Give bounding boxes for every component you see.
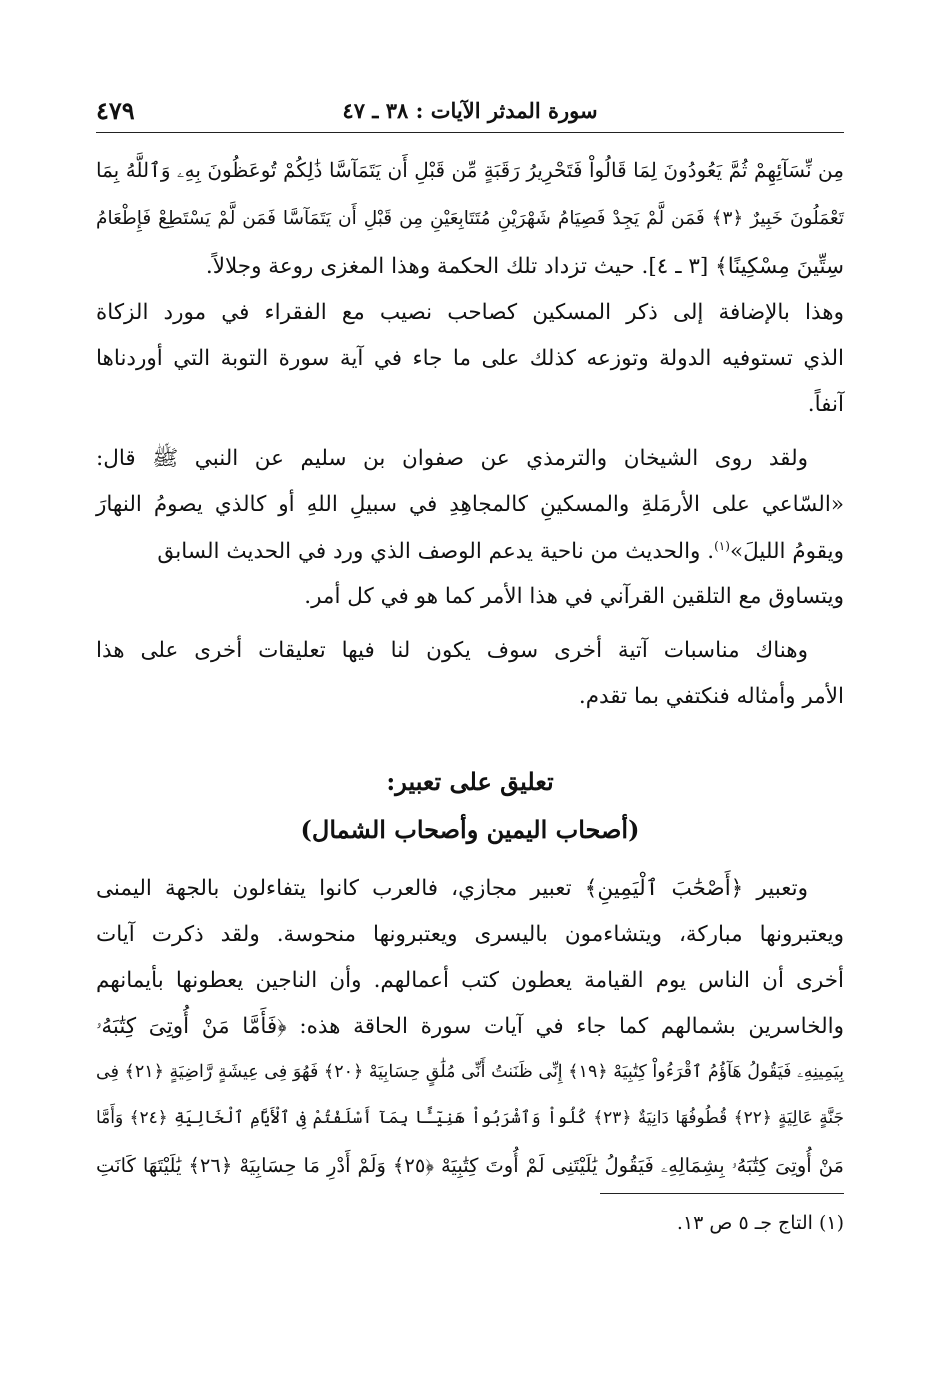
section-heading: تعليق على تعبير: [386, 767, 554, 796]
quran-line-18: جَنَّةٍ عَالِيَةٍ ﴿٢٢﴾ قُطُوفُهَا دَانِيَةٌ ﴿٢٣﴾ كُلُواْ وَٱشْرَبُواْ هَنِيٓـًٔا بِمَآ أَسْلَفْتُمْ فِى ٱلْأَيَّامِ ٱلْخَالِيَةِ ﴿٢٤﴾ وَأَمَّا [96, 1108, 844, 1128]
text-line-13: وتعبير ﴿أَصْحَٰبَ ٱلْيَمِينِ﴾ تعبير مجازي، فالعرب كانوا يتفاءلون بالجهة اليمنى [96, 876, 808, 901]
text-line-8: «السّاعي على الأرمَلةِ والمسكينِ كالمجاهِدِ في سبيلِ اللهِ أو كالذي يصومُ النهارَ [96, 492, 844, 517]
quran-line-17: بِيَمِينِهِۦ فَيَقُولُ هَآؤُمُ ٱقْرَءُواْ كِتَٰبِيَهْ ﴿١٩﴾ إِنِّى ظَنَنتُ أَنِّى مُلَٰقٍ حِسَابِيَهْ ﴿٢٠﴾ فَهُوَ فِى عِيشَةٍ رَّاضِيَةٍ ﴿٢١﴾ فِى [96, 1062, 844, 1082]
text-line-14: ويعتبرونها مباركة، ويتشاءمون باليسرى ويعتبرونها منحوسة. ولقد ذكرت آيات [96, 922, 844, 947]
text-line-10: ويتساوق مع التلقين القرآني في هذا الأمر كما هو في كل أمر. [304, 584, 844, 609]
text-line-4: وهذا بالإضافة إلى ذكر المسكين كصاحب نصيب مع الفقراء في مورد الزكاة [96, 300, 844, 325]
quran-line-1: مِن نِّسَآئِهِمْ ثُمَّ يَعُودُونَ لِمَا قَالُواْ فَتَحْرِيرُ رَقَبَةٍ مِّن قَبْلِ أَن يَتَمَآسَّا ذَٰلِكُمْ تُوعَظُونَ بِهِۦ وَٱللَّهُ بِمَا [96, 158, 844, 182]
section-subheading: (أصحاب اليمين وأصحاب الشمال) [300, 815, 640, 844]
text-line-11: وهناك مناسبات آتية أخرى سوف يكون لنا فيها تعليقات أخرى على هذا [96, 638, 808, 663]
quran-line-2: تَعْمَلُونَ خَبِيرٌ ﴿٣﴾ فَمَن لَّمْ يَجِدْ فَصِيَامُ شَهْرَيْنِ مُتَتَابِعَيْنِ مِن قَبْلِ أَن يَتَمَآسَّا فَمَن لَّمْ يَسْتَطِعْ فَإِطْعَامُ [96, 208, 845, 229]
quran-line-19: مَنْ أُوتِىَ كِتَٰبَهُۥ بِشِمَالِهِۦ فَيَقُولُ يَٰلَيْتَنِى لَمْ أُوتَ كِتَٰبِيَهْ ﴿٢٥﴾ وَلَمْ أَدْرِ مَا حِسَابِيَهْ ﴿٢٦﴾ يَٰلَيْتَهَا كَانَتِ [96, 1154, 844, 1177]
page-title: سورة المدثر الآيات : ٣٨ ـ ٤٧ [342, 98, 598, 123]
text-line-3: سِتِّينَ مِسْكِينًا﴾ [٣ ـ ٤]. حيث تزداد تلك الحكمة وهذا المغزى روعة وجلالاً. [205, 254, 844, 279]
text-line-16: والخاسرين بشمالهم كما جاء في آيات سورة الحاقة هذه: ﴿فَأَمَّا مَنْ أُوتِىَ كِتَٰبَهُۥ [96, 1014, 844, 1039]
text-line-5: الذي تستوفيه الدولة وتوزعه كذلك على ما جاء في آية سورة التوبة التي أوردناها [96, 346, 844, 371]
text-line-12: الأمر وأمثاله فنكتفي بما تقدم. [578, 684, 844, 709]
text-line-9-rest: . والحديث من ناحية يدعم الوصف الذي ورد في الحديث السابق [157, 539, 715, 565]
page-number: ٤٧٩ [96, 96, 135, 125]
text-line-9 [96, 540, 844, 563]
footnote: (١) التاج جـ ٥ ص ١٣. [676, 1212, 844, 1234]
footnote-rule [600, 1193, 844, 1194]
text-line-7: ولقد روى الشيخان والترمذي عن صفوان بن سليم عن النبي ﷺ قال: [96, 446, 808, 471]
page-header [96, 96, 844, 133]
footnote-ref: (١) [714, 539, 730, 553]
text-line-15: أخرى أن الناس يوم القيامة يعطون كتب أعمالهم. وأن الناجين يعطونها بأيمانهم [96, 968, 844, 993]
text-line-6: آنفاً. [807, 392, 844, 417]
hadith-end: ويقومُ الليلَ» [729, 539, 844, 565]
